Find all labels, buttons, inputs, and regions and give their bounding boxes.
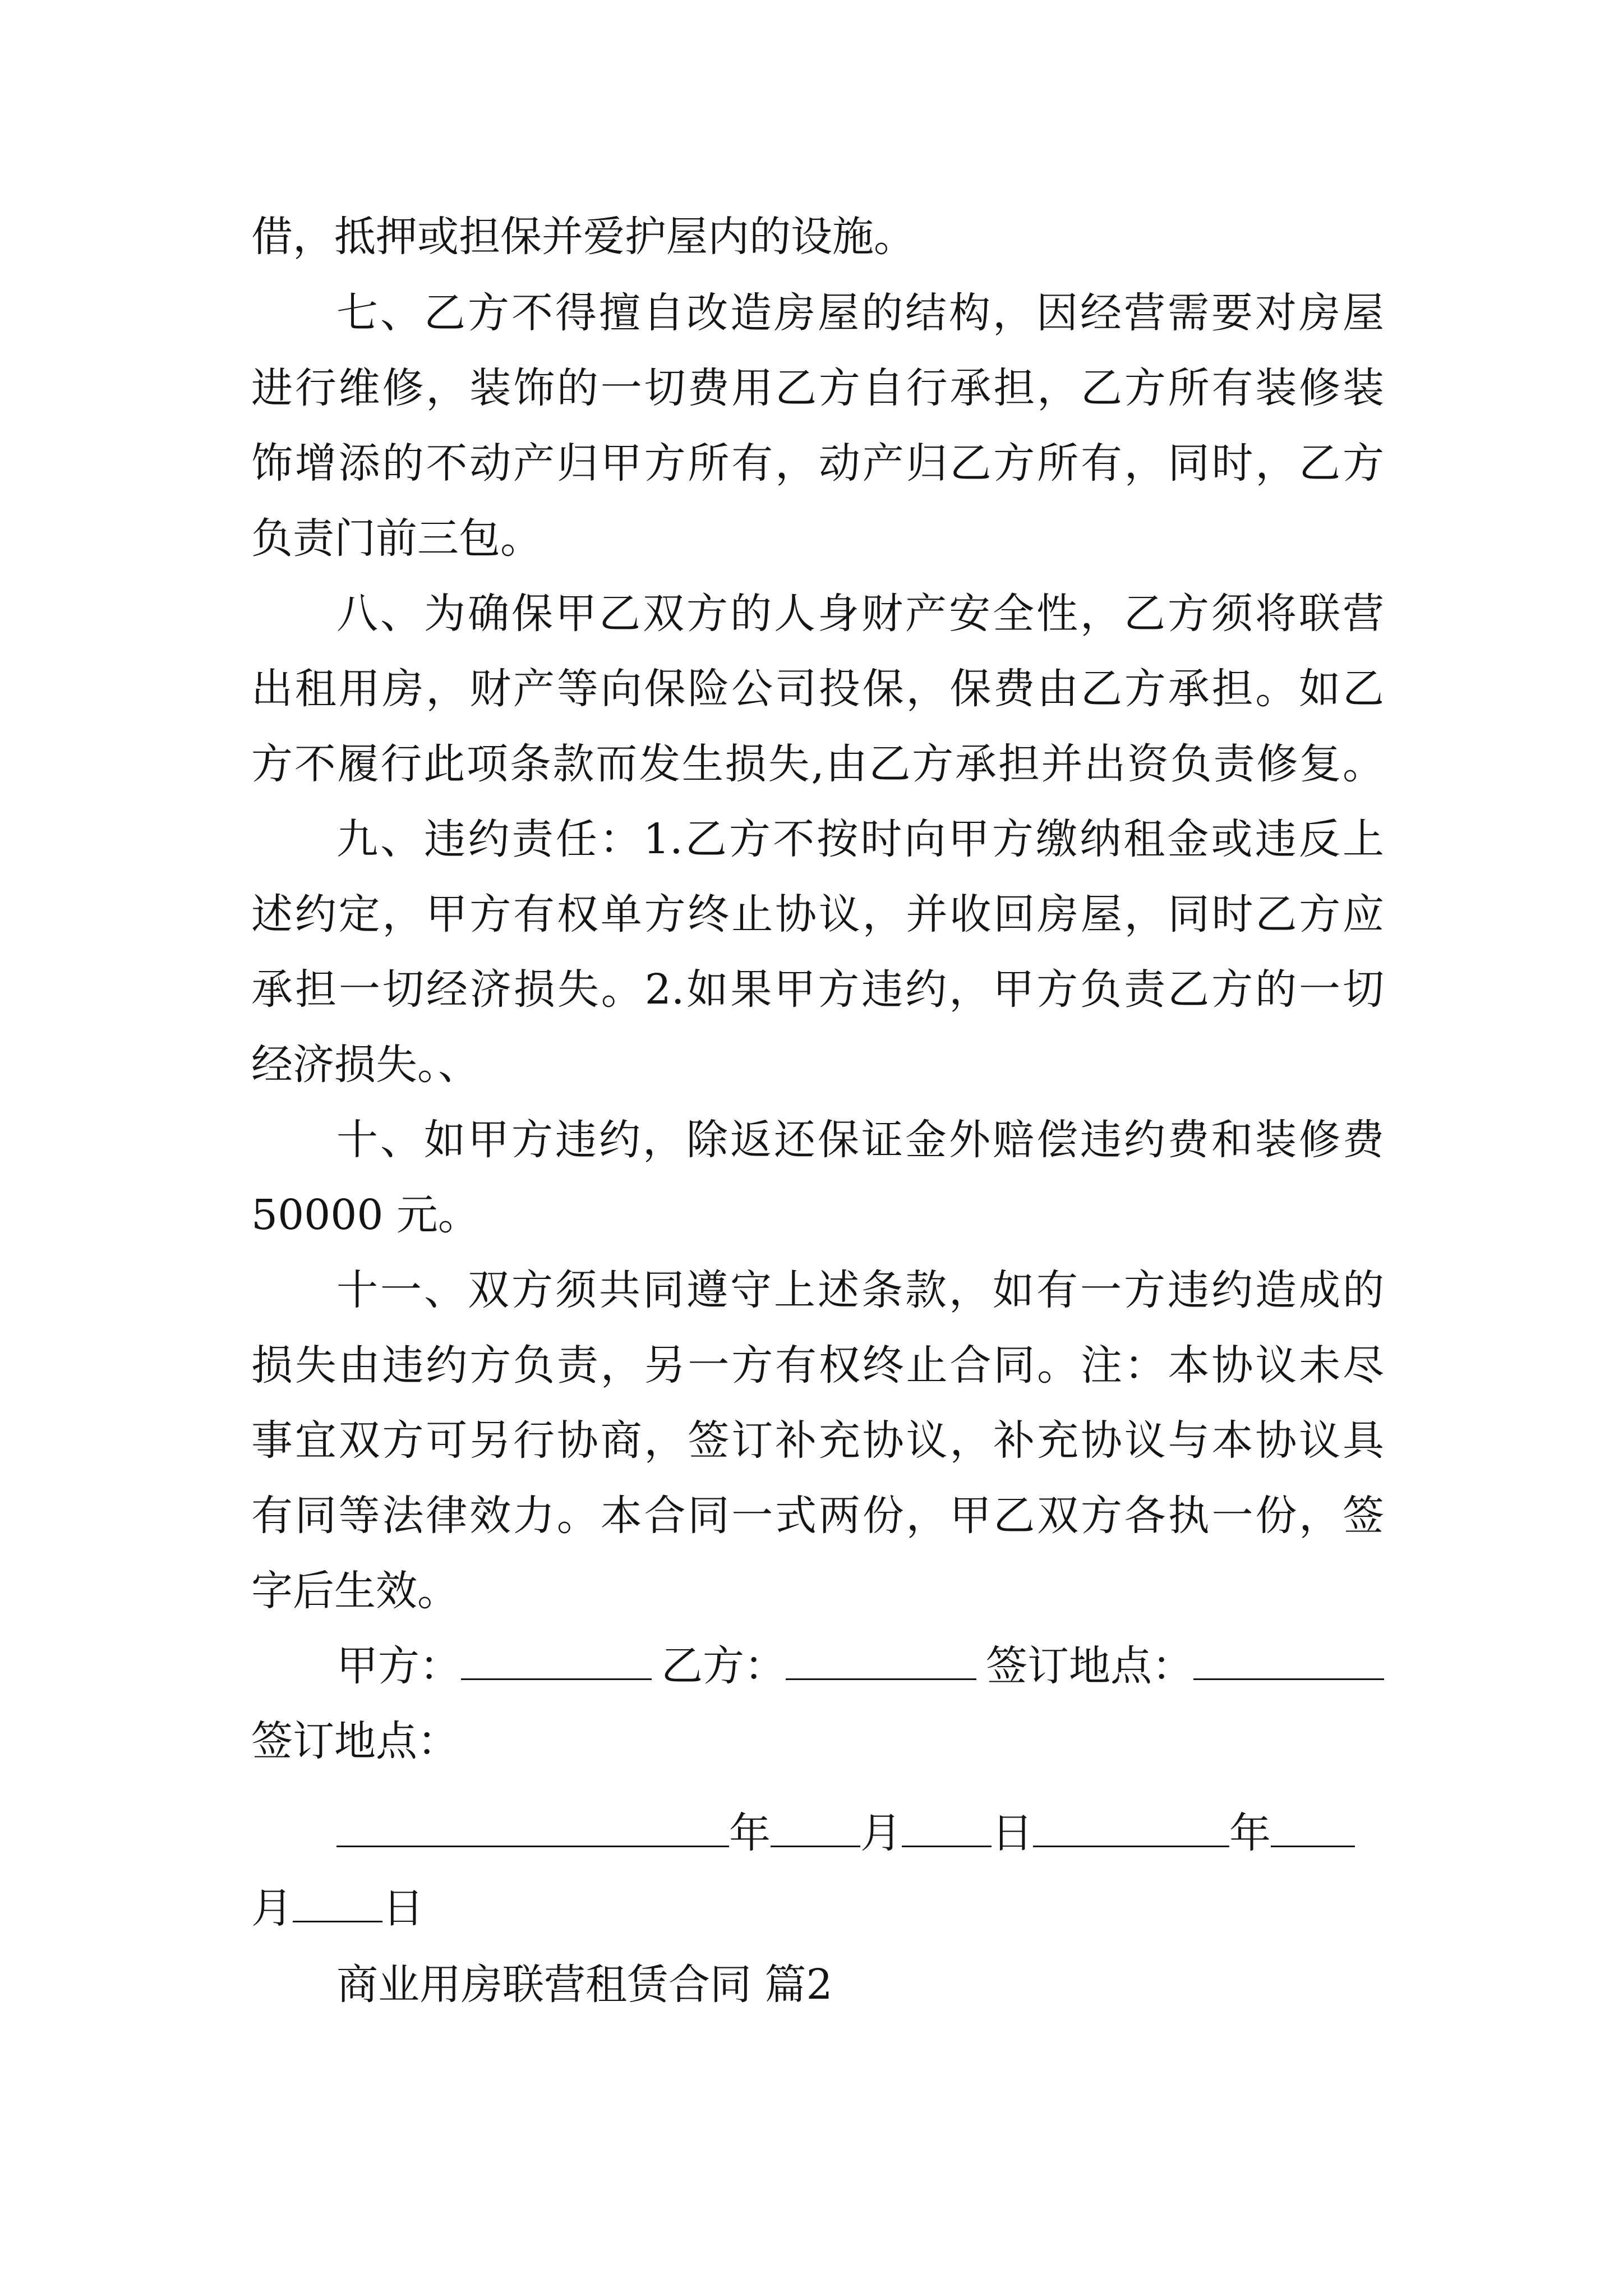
- paragraph-line: 方不履行此项条款而发生损失,由乙方承担并出资负责修复。: [251, 740, 1384, 788]
- day-label-2: 日: [382, 1884, 424, 1932]
- place-label: 签订地点：: [986, 1642, 1193, 1690]
- paragraph-line: 负责门前三包。: [251, 514, 542, 563]
- date-blank-2[interactable]: [1033, 1810, 1229, 1847]
- paragraph-line: 承担一切经济损失。2.如果甲方违约，甲方负责乙方的一切: [251, 965, 1384, 1014]
- paragraph-line: 十一、双方须共同遵守上述条款，如有一方违约造成的: [336, 1266, 1384, 1314]
- party-a-label: 甲方：: [336, 1642, 461, 1690]
- place-label-second: 签订地点：: [251, 1717, 459, 1765]
- paragraph-line: 经济损失。、: [251, 1041, 479, 1089]
- month-label: 月: [860, 1809, 902, 1857]
- year-label-2: 年: [1229, 1809, 1271, 1857]
- month-blank-2[interactable]: [1271, 1810, 1355, 1847]
- place-blank[interactable]: [1193, 1642, 1384, 1680]
- party-b-label: 乙方：: [661, 1642, 786, 1690]
- paragraph-line: 十、如甲方违约，除返还保证金外赔偿违约费和装修费: [336, 1116, 1384, 1164]
- section-heading: 商业用房联营租赁合同 篇2: [336, 1961, 833, 2009]
- paragraph-line: 八、为确保甲乙双方的人身财产安全性，乙方须将联营: [336, 590, 1384, 638]
- paragraph-line: 事宜双方可另行协商，签订补充协议，补充协议与本协议具: [251, 1416, 1384, 1465]
- day-label: 日: [992, 1809, 1033, 1857]
- paragraph-line: 50000 元。: [251, 1191, 479, 1239]
- date-row-second: [251, 1880, 424, 1936]
- year-label: 年: [729, 1809, 771, 1857]
- paragraph-line: 九、违约责任：1.乙方不按时向甲方缴纳租金或违反上: [336, 815, 1384, 863]
- party-a-blank[interactable]: [461, 1642, 652, 1680]
- date-blank-1[interactable]: [336, 1810, 729, 1847]
- paragraph-line: 述约定，甲方有权单方终止协议，并收回房屋，同时乙方应: [251, 890, 1384, 938]
- paragraph-line: 损失由违约方负责，另一方有权终止合同。注：本协议未尽: [251, 1341, 1384, 1389]
- date-row: [336, 1805, 1384, 1861]
- paragraph-line: 借，抵押或担保并爱护屋内的设施。: [251, 213, 915, 261]
- paragraph-line: 七、乙方不得擅自改造房屋的结构，因经营需要对房屋: [336, 289, 1384, 337]
- month-label-2: 月: [251, 1884, 293, 1932]
- day-blank-1[interactable]: [902, 1810, 992, 1847]
- paragraph-line: 出租用房，财产等向保险公司投保，保费由乙方承担。如乙: [251, 665, 1384, 713]
- party-b-blank[interactable]: [786, 1642, 976, 1680]
- paragraph-line: 饰增添的不动产归甲方所有，动产归乙方所有，同时，乙方: [251, 439, 1384, 487]
- paragraph-line: 进行维修，装饰的一切费用乙方自行承担，乙方所有装修装: [251, 364, 1384, 412]
- signature-row: [336, 1638, 1384, 1694]
- paragraph-line: 字后生效。: [251, 1567, 459, 1615]
- paragraph-line: 有同等法律效力。本合同一式两份，甲乙双方各执一份，签: [251, 1492, 1384, 1540]
- month-blank-1[interactable]: [771, 1810, 860, 1847]
- day-blank-2[interactable]: [293, 1885, 382, 1922]
